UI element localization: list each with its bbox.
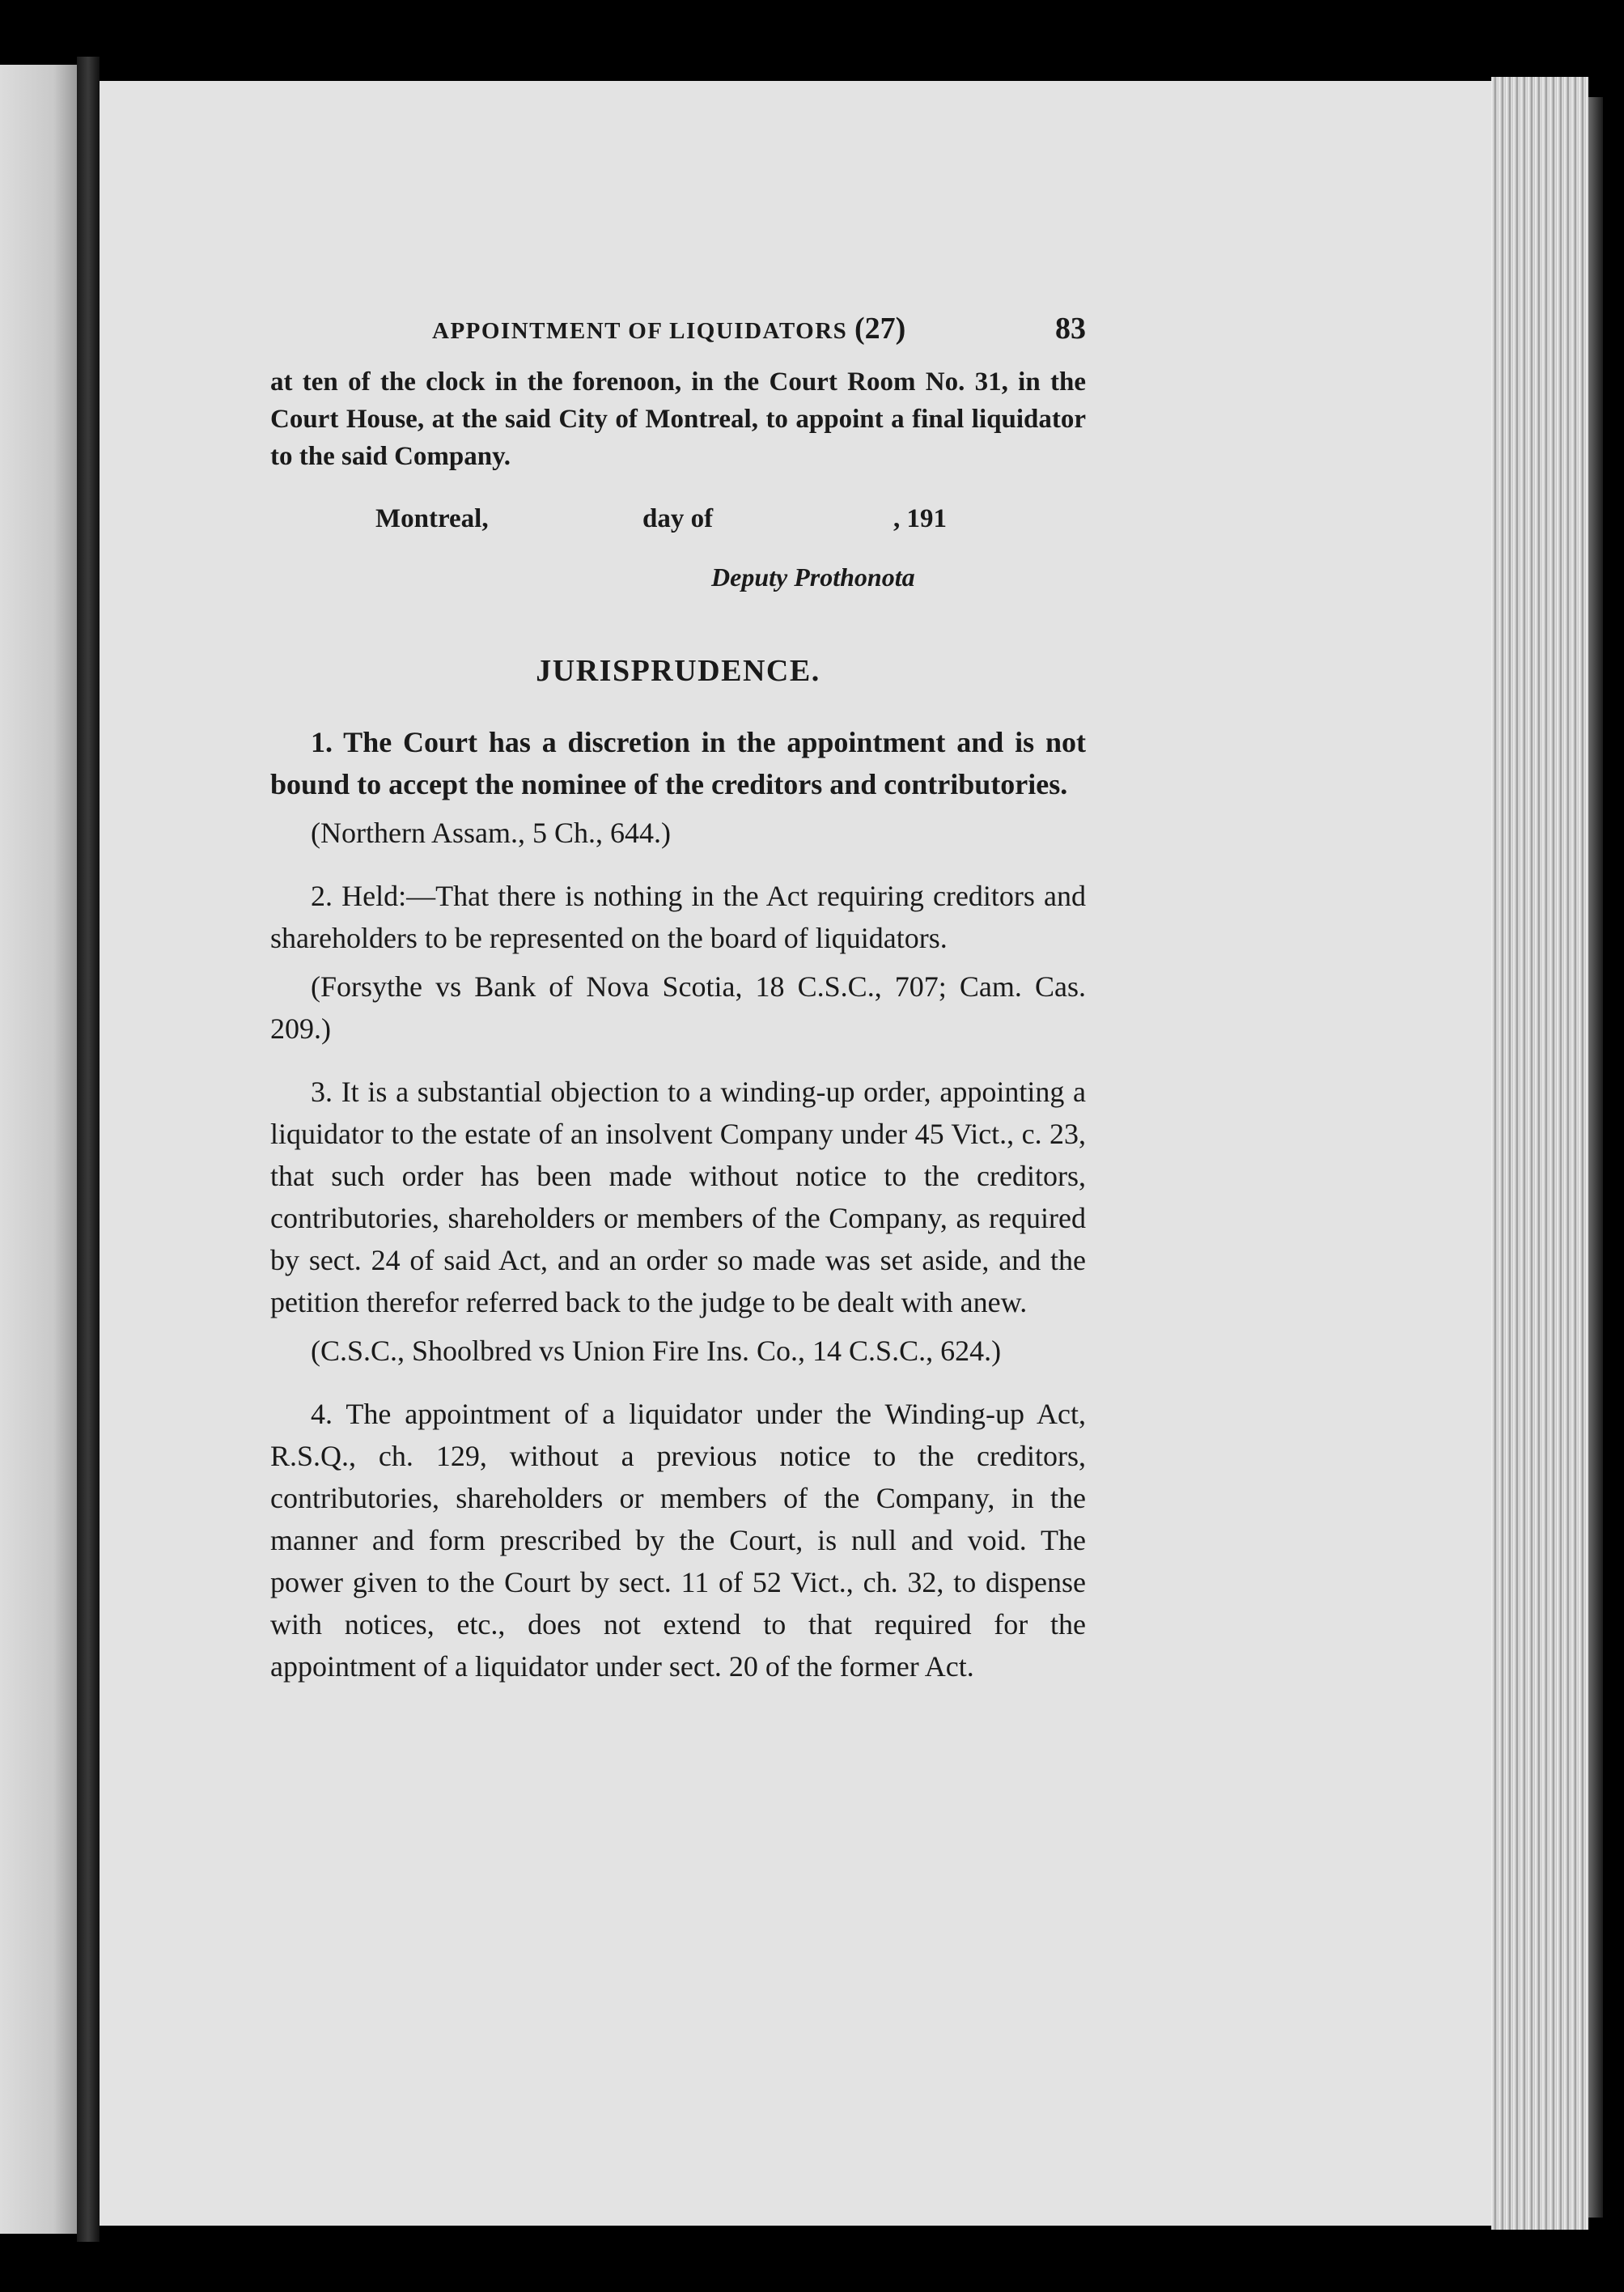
book-gutter bbox=[77, 57, 100, 2242]
item-2-text: 2. Held:—That there is nothing in the Act requiring creditors and shareholders to be represented on the board of liquidators. bbox=[270, 880, 1086, 954]
item-1-citation: (Northern Assam., 5 Ch., 644.) bbox=[311, 817, 671, 849]
facing-page-edge bbox=[0, 65, 77, 2234]
page-text-block bbox=[270, 308, 1086, 1687]
form-paragraph: at ten of the clock in the forenoon, in the Court Room No. 31, in the Court House, at the said City of Montreal, to appoint a final liquidator to the said Company. bbox=[270, 367, 1086, 471]
section-heading: JURISPRUDENCE. bbox=[536, 654, 820, 688]
item-2-citation: (Forsythe vs Bank of Nova Scotia, 18 C.S.C., 707; Cam. Cas. 209.) bbox=[270, 970, 1086, 1045]
item-3-text: 3. It is a substantial objection to a winding-up order, appointing a liquidator to the estate of an insolvent Company under 45 Vict., c. 23, that such order has been made without notice to the creditors, contributories, shareholders or members of the Company, as required by sect. 24 of said Act, and an order so made was set aside, and the petition therefor referred back to the judge to be dealt with anew. bbox=[270, 1076, 1086, 1318]
running-head bbox=[432, 308, 1086, 352]
date-day-of: day of bbox=[642, 504, 714, 533]
date-place: Montreal, bbox=[375, 504, 489, 533]
running-title-text: APPOINTMENT OF LIQUIDATORS bbox=[432, 318, 848, 344]
page-stack-edges bbox=[1491, 77, 1588, 2230]
item-3-citation: (C.S.C., Shoolbred vs Union Fire Ins. Co., 14 C.S.C., 624.) bbox=[311, 1335, 1002, 1367]
date-year: , 191 bbox=[893, 504, 947, 533]
page-number: 83 bbox=[1055, 312, 1086, 346]
running-title bbox=[432, 308, 905, 352]
section-reference: (27) bbox=[854, 312, 906, 346]
item-1-text: 1. The Court has a discretion in the appointment and is not bound to accept the nominee of the creditors and contributories. bbox=[270, 726, 1086, 800]
signature-line: Deputy Prothonota bbox=[711, 562, 915, 592]
page-edge-shadow bbox=[1588, 97, 1603, 2218]
item-4-text: 4. The appointment of a liquidator under the Winding-up Act, R.S.Q., ch. 129, without a previous notice to the creditors, contributories, shareholders or members of the Company, in the manner and form prescribed by the Court, is null and void. The power given to the Court by sect. 11 of 52 Vict., ch. 32, to dispense with notices, etc., does not extend to that required for the appointment of a liquidator under sect. 20 of the former Act. bbox=[270, 1398, 1086, 1683]
date-line bbox=[375, 498, 1086, 540]
